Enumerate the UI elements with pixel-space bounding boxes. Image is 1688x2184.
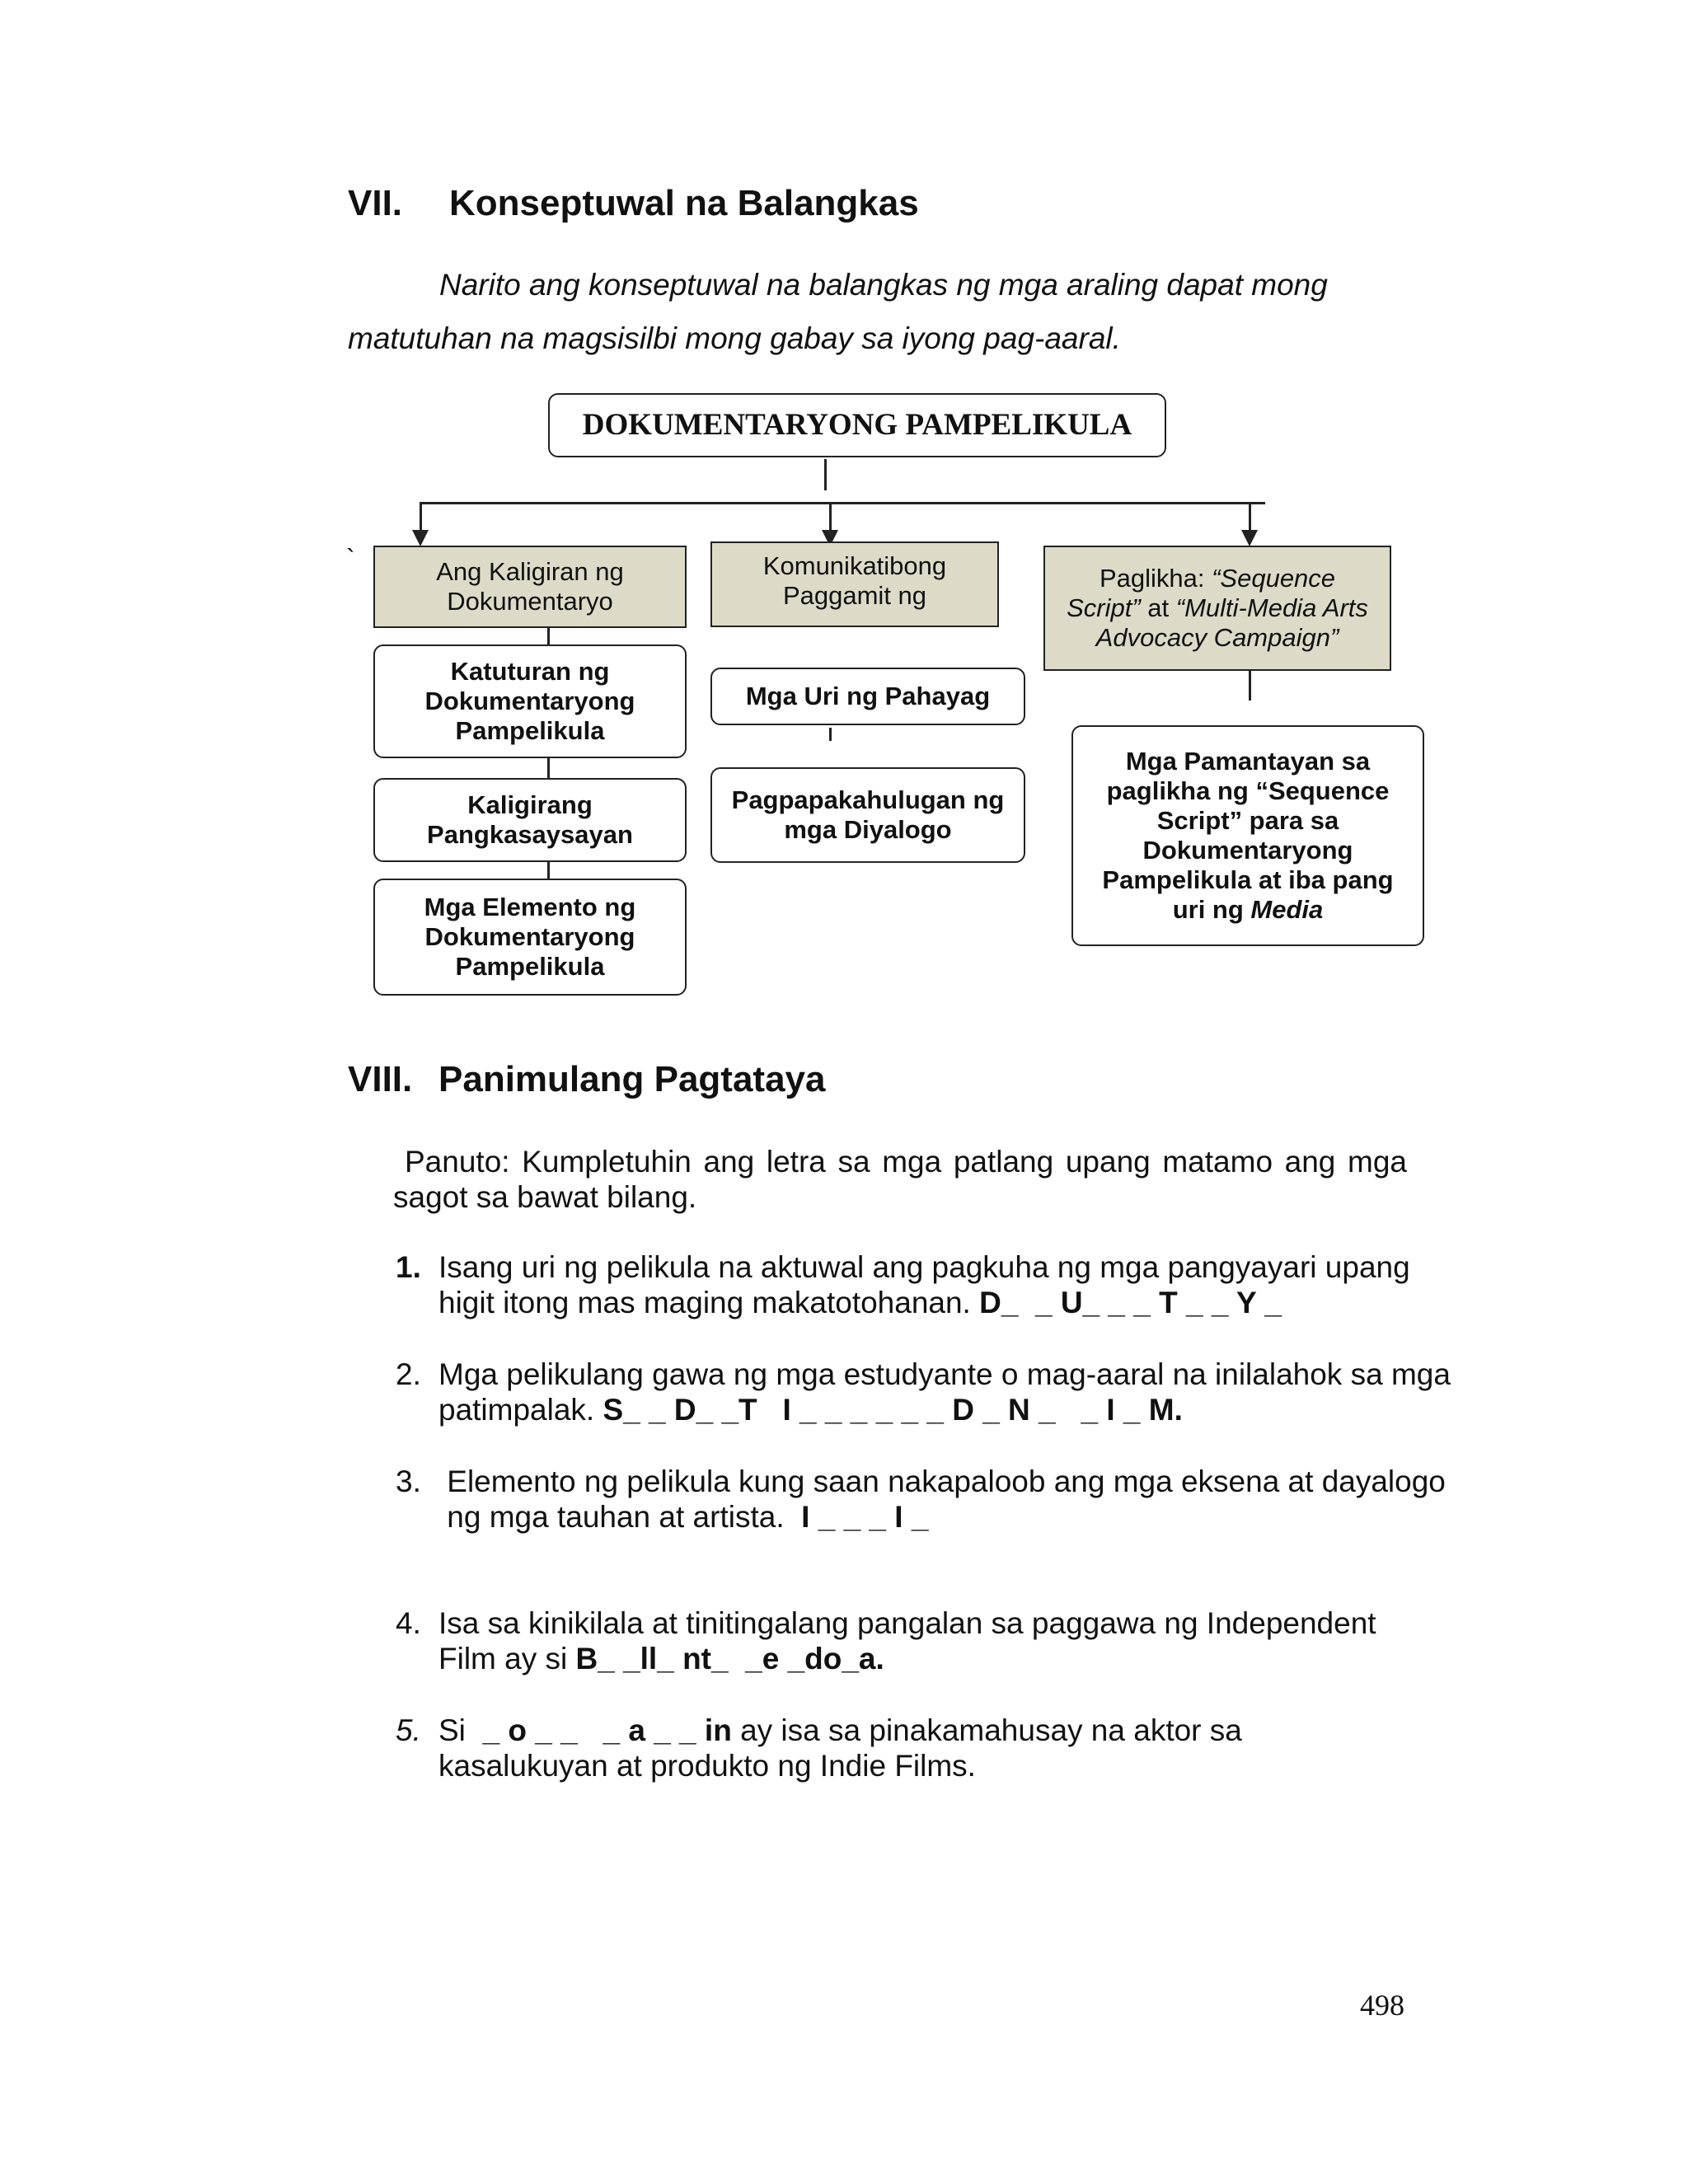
question-text: Isa sa kinikilala at tinitingalang pangalan sa paggawa ng Independent Film ay si [438, 1606, 1376, 1675]
answer-blank: _ o _ _ _ a _ _ in [482, 1713, 732, 1747]
connector-line [420, 502, 1265, 504]
section-number: VII. [348, 183, 403, 223]
connector-line [1249, 671, 1251, 701]
question-number: 5. [396, 1713, 421, 1747]
connector-line [829, 728, 832, 741]
connector-line [1249, 502, 1251, 533]
intro-line-1: Narito ang konseptuwal na balangkas ng mga araling dapat mong [439, 268, 1328, 302]
stray-mark: ` [346, 544, 355, 574]
col1-item: Katuturan ng Dokumentaryong Pampelikula [373, 644, 687, 758]
col3-heading-text: Paglikha: [1099, 564, 1212, 593]
question-text: ng mga tauhan at artista. [438, 1500, 802, 1534]
section-title: Panimulang Pagtataya [438, 1059, 826, 1099]
arrow-down-icon [412, 530, 429, 546]
col2-item: Pagpapakahulugan ng mga Diyalogo [710, 767, 1025, 863]
col3-heading-text: “Multi-Media Arts Advocacy Campaign” [1095, 593, 1368, 652]
col3-heading-text: at [1140, 593, 1176, 622]
section-number: VIII. [348, 1059, 413, 1099]
question-text: Si [438, 1713, 483, 1747]
instructions: Panuto: Kumpletuhin ang letra sa mga patlang upang matamo ang mga sagot sa bawat bilang. [393, 1145, 1407, 1214]
question-item [438, 1464, 1446, 1535]
arrow-down-icon [1241, 530, 1258, 546]
question-text: Mga pelikulang gawa ng mga estudyante o mag-aaral na inilalahok sa mga patimpalak. [438, 1357, 1451, 1427]
answer-blank: D_ _ U_ _ _ T _ _ Y _ [979, 1286, 1282, 1319]
question-text: Isang uri ng pelikula na aktuwal ang pagkuha ng mga pangyayari upang higit itong mas maging makatotohanan. [438, 1250, 1410, 1319]
col3-item [1071, 725, 1424, 946]
col2-heading: Komunikatibong Paggamit ng [710, 541, 999, 627]
connector-line [547, 758, 550, 778]
section-title: Konseptuwal na Balangkas [449, 183, 919, 223]
col3-heading [1043, 546, 1391, 671]
col1-heading: Ang Kaligiran ng Dokumentaryo [373, 546, 687, 628]
question-item [438, 1249, 1452, 1320]
question-number: 1. [396, 1250, 421, 1284]
col1-item: Mga Elemento ng Dokumentaryong Pampelikula [373, 879, 687, 996]
answer-blank: B_ _ll_ nt_ _e _do_a. [575, 1642, 884, 1675]
connector-line [547, 862, 550, 879]
question-number: 3. [396, 1465, 421, 1498]
question-text: Elemento ng pelikula kung saan nakapaloob ang mga eksena at dayalogo [438, 1465, 1446, 1498]
answer-blank: I _ _ _ I _ [801, 1500, 929, 1534]
question-number: 2. [396, 1357, 421, 1391]
col3-item-text: Media [1250, 895, 1324, 924]
answer-blank: S_ _ D_ _T I _ _ _ _ _ _ D _ N _ _ I _ M. [603, 1393, 1183, 1427]
question-item [438, 1713, 1345, 1783]
col3-item-text: Mga Pamantayan sa paglikha ng “Sequence Script” para sa Dokumentaryong Pampelikula at iba pang uri ng [1102, 747, 1394, 924]
diagram-root: DOKUMENTARYONG PAMPELIKULA [548, 393, 1166, 457]
connector-line [829, 502, 832, 533]
page-number: 498 [1360, 1989, 1404, 2022]
connector-line [547, 628, 550, 644]
intro-line-2: matutuhan na magsisilbi mong gabay sa iyong pag-aaral. [348, 321, 1121, 355]
question-number: 4. [396, 1606, 421, 1640]
connector-line [420, 502, 422, 533]
col3-heading-text: “Sequence Script” [1067, 564, 1336, 622]
col2-item: Mga Uri ng Pahayag [710, 668, 1025, 725]
question-item [438, 1605, 1428, 1676]
question-item [438, 1357, 1452, 1427]
connector-line [824, 459, 827, 490]
col1-item: Kaligirang Pangkasaysayan [373, 778, 687, 862]
question-text: ay isa sa pinakamahusay na aktor sa kasalukuyan at produkto ng Indie Films. [438, 1713, 1242, 1783]
